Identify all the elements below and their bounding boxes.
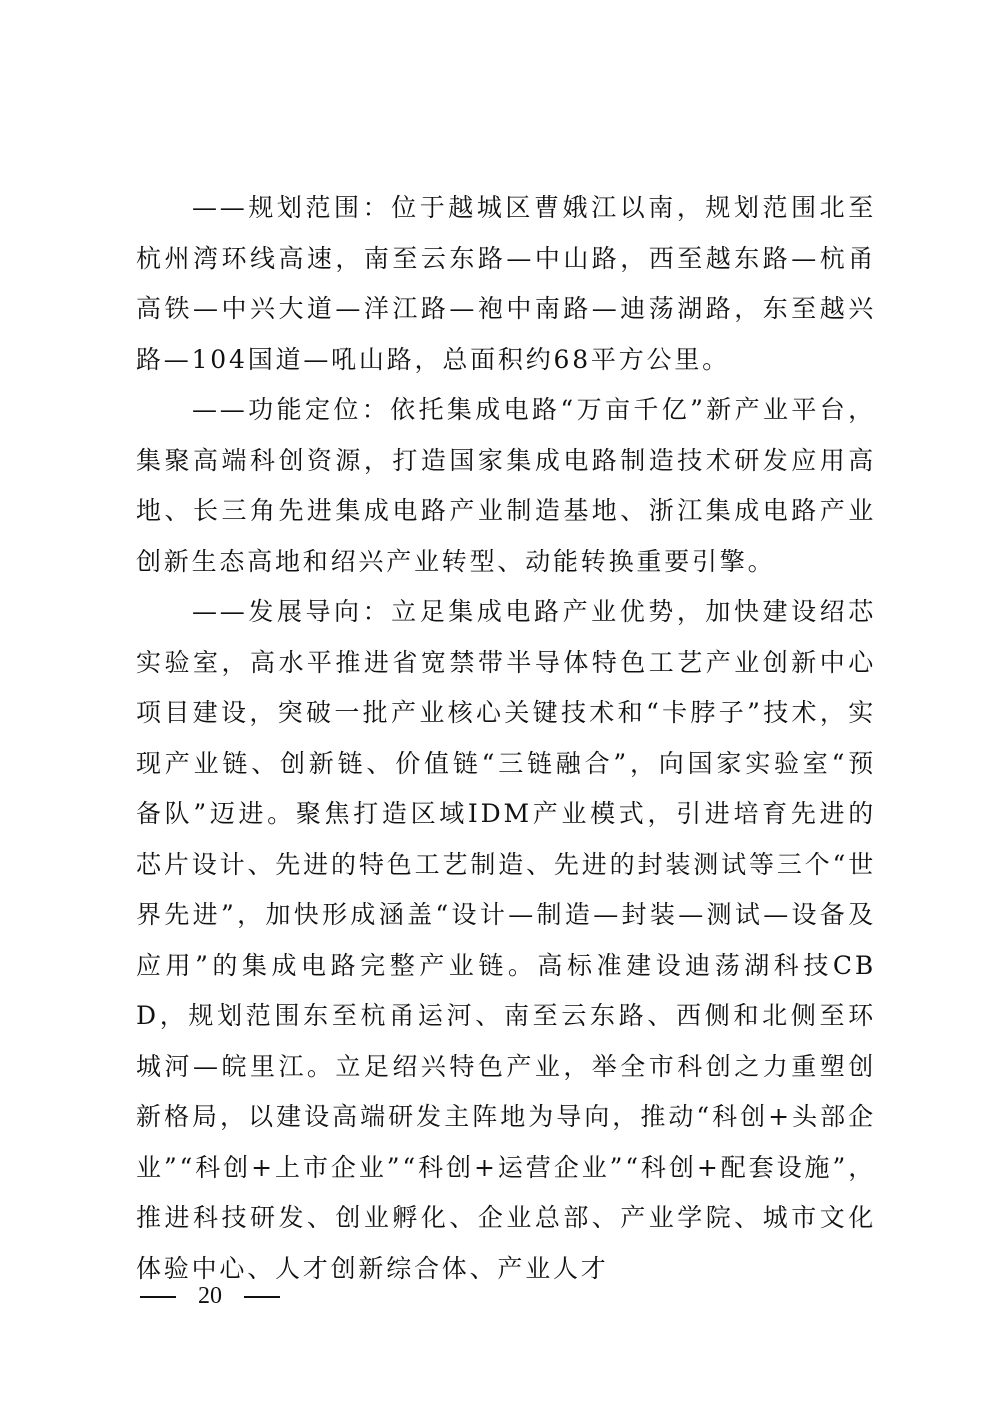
paragraph-function-positioning: ——功能定位：依托集成电路“万亩千亿”新产业平台，集聚高端科创资源，打造国家集成电路制造技术研发应用高地、长三角先进集成电路产业制造基地、浙江集成电路产业创新生态高地和绍兴产业转型、动能转换重要引擎。: [136, 395, 876, 576]
page-footer: [140, 1283, 280, 1310]
footer-dash-left: [140, 1296, 176, 1298]
footer-dash-right: [244, 1296, 280, 1298]
paragraph-development-direction: ——发展导向：立足集成电路产业优势，加快建设绍芯实验室，高水平推进省宽禁带半导体特色工艺产业创新中心项目建设，突破一批产业核心关键技术和“卡脖子”技术，实现产业链、创新链、价值链“三链融合”，向国家实验室“预备队”迈进。聚焦打造区域IDM产业模式，引进培育先进的芯片设计、先进的特色工艺制造、先进的封装测试等三个“世界先进”，加快形成涵盖“设计—制造—封装—测试—设备及应用”的集成电路完整产业链。高标准建设迪荡湖科技CBD，规划范围东至杭甬运河、南至云东路、西侧和北侧至环城河—皖里江。立足绍兴特色产业，举全市科创之力重塑创新格局，以建设高端研发主阵地为导向，推动“科创+头部企业”“科创+上市企业”“科创+运营企业”“科创+配套设施”，推进科技研发、创业孵化、企业总部、产业学院、城市文化体验中心、人才创新综合体、产业人才: [136, 597, 876, 1283]
paragraph-planning-scope: ——规划范围：位于越城区曹娥江以南，规划范围北至杭州湾环线高速，南至云东路—中山路，西至越东路—杭甬高铁—中兴大道—洋江路—袍中南路—迪荡湖路，东至越兴路—104国道—吼山路，总面积约68平方公里。: [136, 193, 876, 374]
page-number: 20: [198, 1283, 222, 1309]
body-text: [136, 183, 876, 1294]
